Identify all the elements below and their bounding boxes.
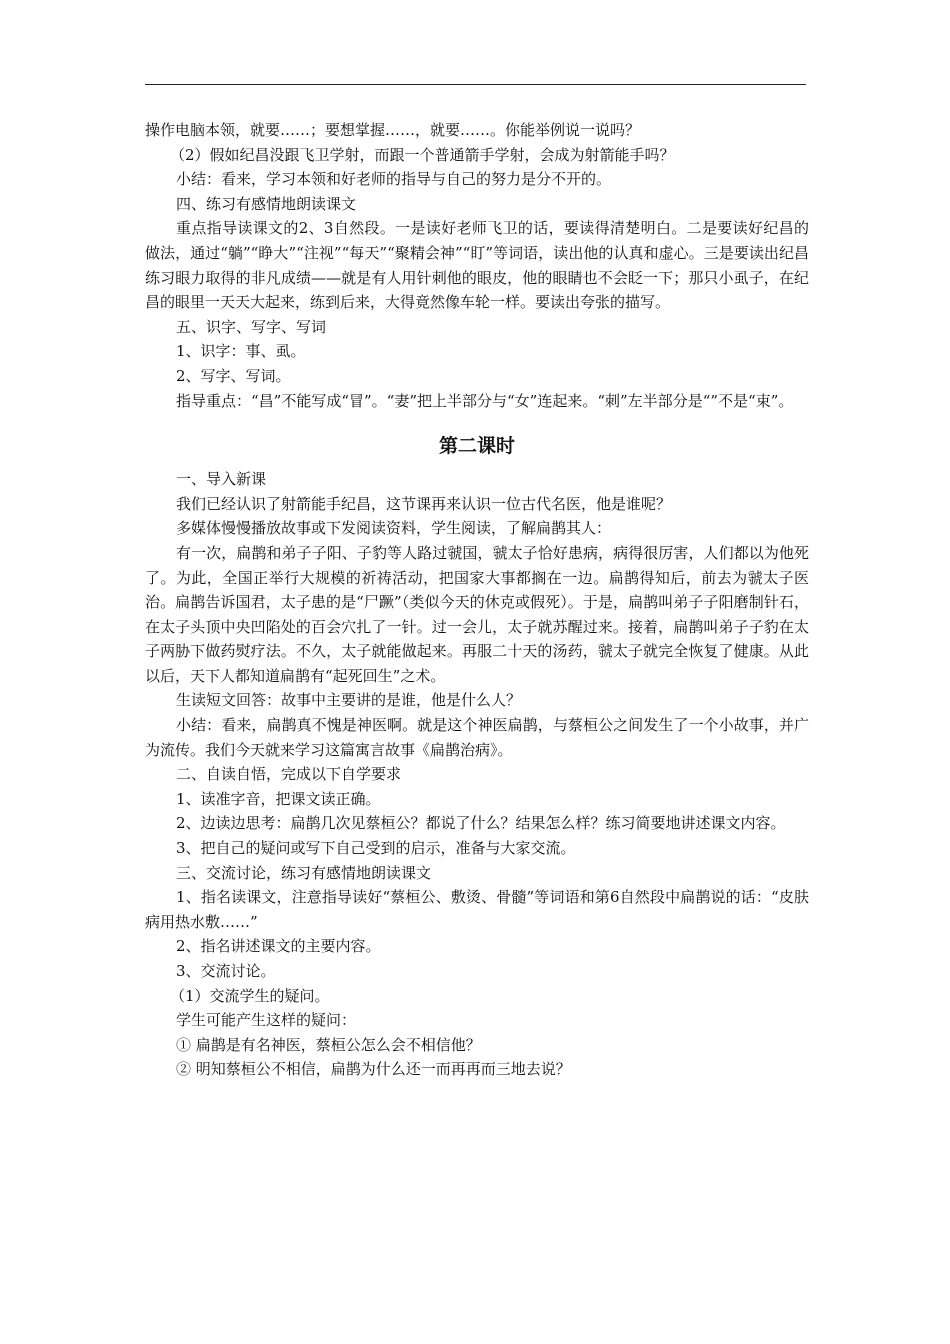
paragraph: （1）交流学生的疑问。	[170, 986, 330, 1005]
section-heading: 四、练习有感情地朗读课文	[176, 194, 357, 213]
paragraph: （2）假如纪昌没跟飞卫学射，而跟一个普通箭手学射，会成为射箭能手吗？	[170, 145, 675, 164]
paragraph: 指导重点：“昌”不能写成“冒”。“妻”把上半部分与“女”连起来。“刺”左半部分是“”不是“束”。	[176, 391, 794, 410]
header-rule	[145, 84, 806, 85]
paragraph: 多媒体慢慢播放故事或下发阅读资料，学生阅读，了解扁鹊其人：	[176, 519, 612, 538]
document-body	[145, 118, 809, 1082]
list-item: ① 扁鹊是有名神医，蔡桓公怎么会不相信他？	[176, 1035, 481, 1054]
section-heading: 一、导入新课	[176, 470, 267, 489]
section-heading: 二、自读自悟，完成以下自学要求	[176, 765, 402, 784]
section-heading: 五、识字、写字、写词	[176, 317, 327, 336]
paragraph: 2、边读边思考：扁鹊几次见蔡桓公？都说了什么？结果怎么样？练习简要地讲述课文内容。	[176, 814, 786, 833]
paragraph: 生读短文回答：故事中主要讲的是谁，他是什么人？	[176, 691, 522, 710]
section-heading: 三、交流讨论，练习有感情地朗读课文	[176, 863, 432, 882]
paragraph: 1、识字：事、虱。	[176, 342, 306, 361]
paragraph: 我们已经认识了射箭能手纪昌，这节课再来认识一位古代名医，他是谁呢？	[176, 494, 672, 513]
story-paragraph: 有一次，扁鹊和弟子子阳、子豹等人路过虢国，虢太子恰好患病，病得很厉害，人们都以为他死了。为此，全国正举行大规模的祈祷活动，把国家大事都搁在一边。扁鹊得知后，前去为虢太子医治。扁鹊告诉国君，太子患的是“尸蹶”（类似今天的休克或假死）。于是，扁鹊叫弟子子阳磨制针石，在太子头顶中央凹陷处的百会穴扎了一针。过一会儿，太子就苏醒过来。接着，扁鹊叫弟子子豹在太子两胁下做药熨疗法。不久，太子就能做起来。再服二十天的汤药，虢太子就完全恢复了健康。从此以后，天下人都知道扁鹊有“起死回生”之术。	[145, 543, 809, 685]
lesson-title: 第二课时	[438, 435, 515, 458]
paragraph: 学生可能产生这样的疑问：	[176, 1011, 357, 1030]
paragraph: 1、读准字音，把课文读正确。	[176, 789, 381, 808]
paragraph: 操作电脑本领，就要……；要想掌握……，就要……。你能举例说一说吗？	[145, 121, 641, 139]
paragraph: 3、交流讨论。	[176, 962, 276, 980]
paragraph: 重点指导读课文的2、3自然段。一是读好老师飞卫的话，要读得清楚明白。二是要读好纪昌的做法，通过“躺”“睁大”“注视”“每天”“聚精会神”“盯”等词语，读出他的认真和虚心。三是要读出纪昌练习眼力取得的非凡成绩——就是有人用针刺他的眼皮，他的眼睛也不会眨一下；那只小虱子，在纪昌的眼里一天天大起来，练到后来，大得竟然像车轮一样。要读出夸张的描写。	[145, 219, 809, 312]
paragraph: 3、把自己的疑问或写下自己受到的启示，准备与大家交流。	[176, 839, 576, 858]
paragraph: 小结：看来，扁鹊真不愧是神医啊。就是这个神医扁鹊，与蔡桓公之间发生了一个小故事，并广为流传。我们今天就来学习这篇寓言故事《扁鹊治病》。	[145, 716, 809, 759]
paragraph: 2、写字、写词。	[176, 366, 291, 385]
list-item: ② 明知蔡桓公不相信，扁鹊为什么还一而再再而三地去说？	[176, 1060, 571, 1079]
paragraph: 1、指名读课文，注意指导读好“蔡桓公、敷烫、骨髓”等词语和第6自然段中扁鹊说的话：“皮肤病用热水敷……”	[145, 888, 809, 931]
paragraph: 小结：看来，学习本领和好老师的指导与自己的努力是分不开的。	[176, 170, 612, 189]
paragraph: 2、指名讲述课文的主要内容。	[176, 937, 381, 956]
